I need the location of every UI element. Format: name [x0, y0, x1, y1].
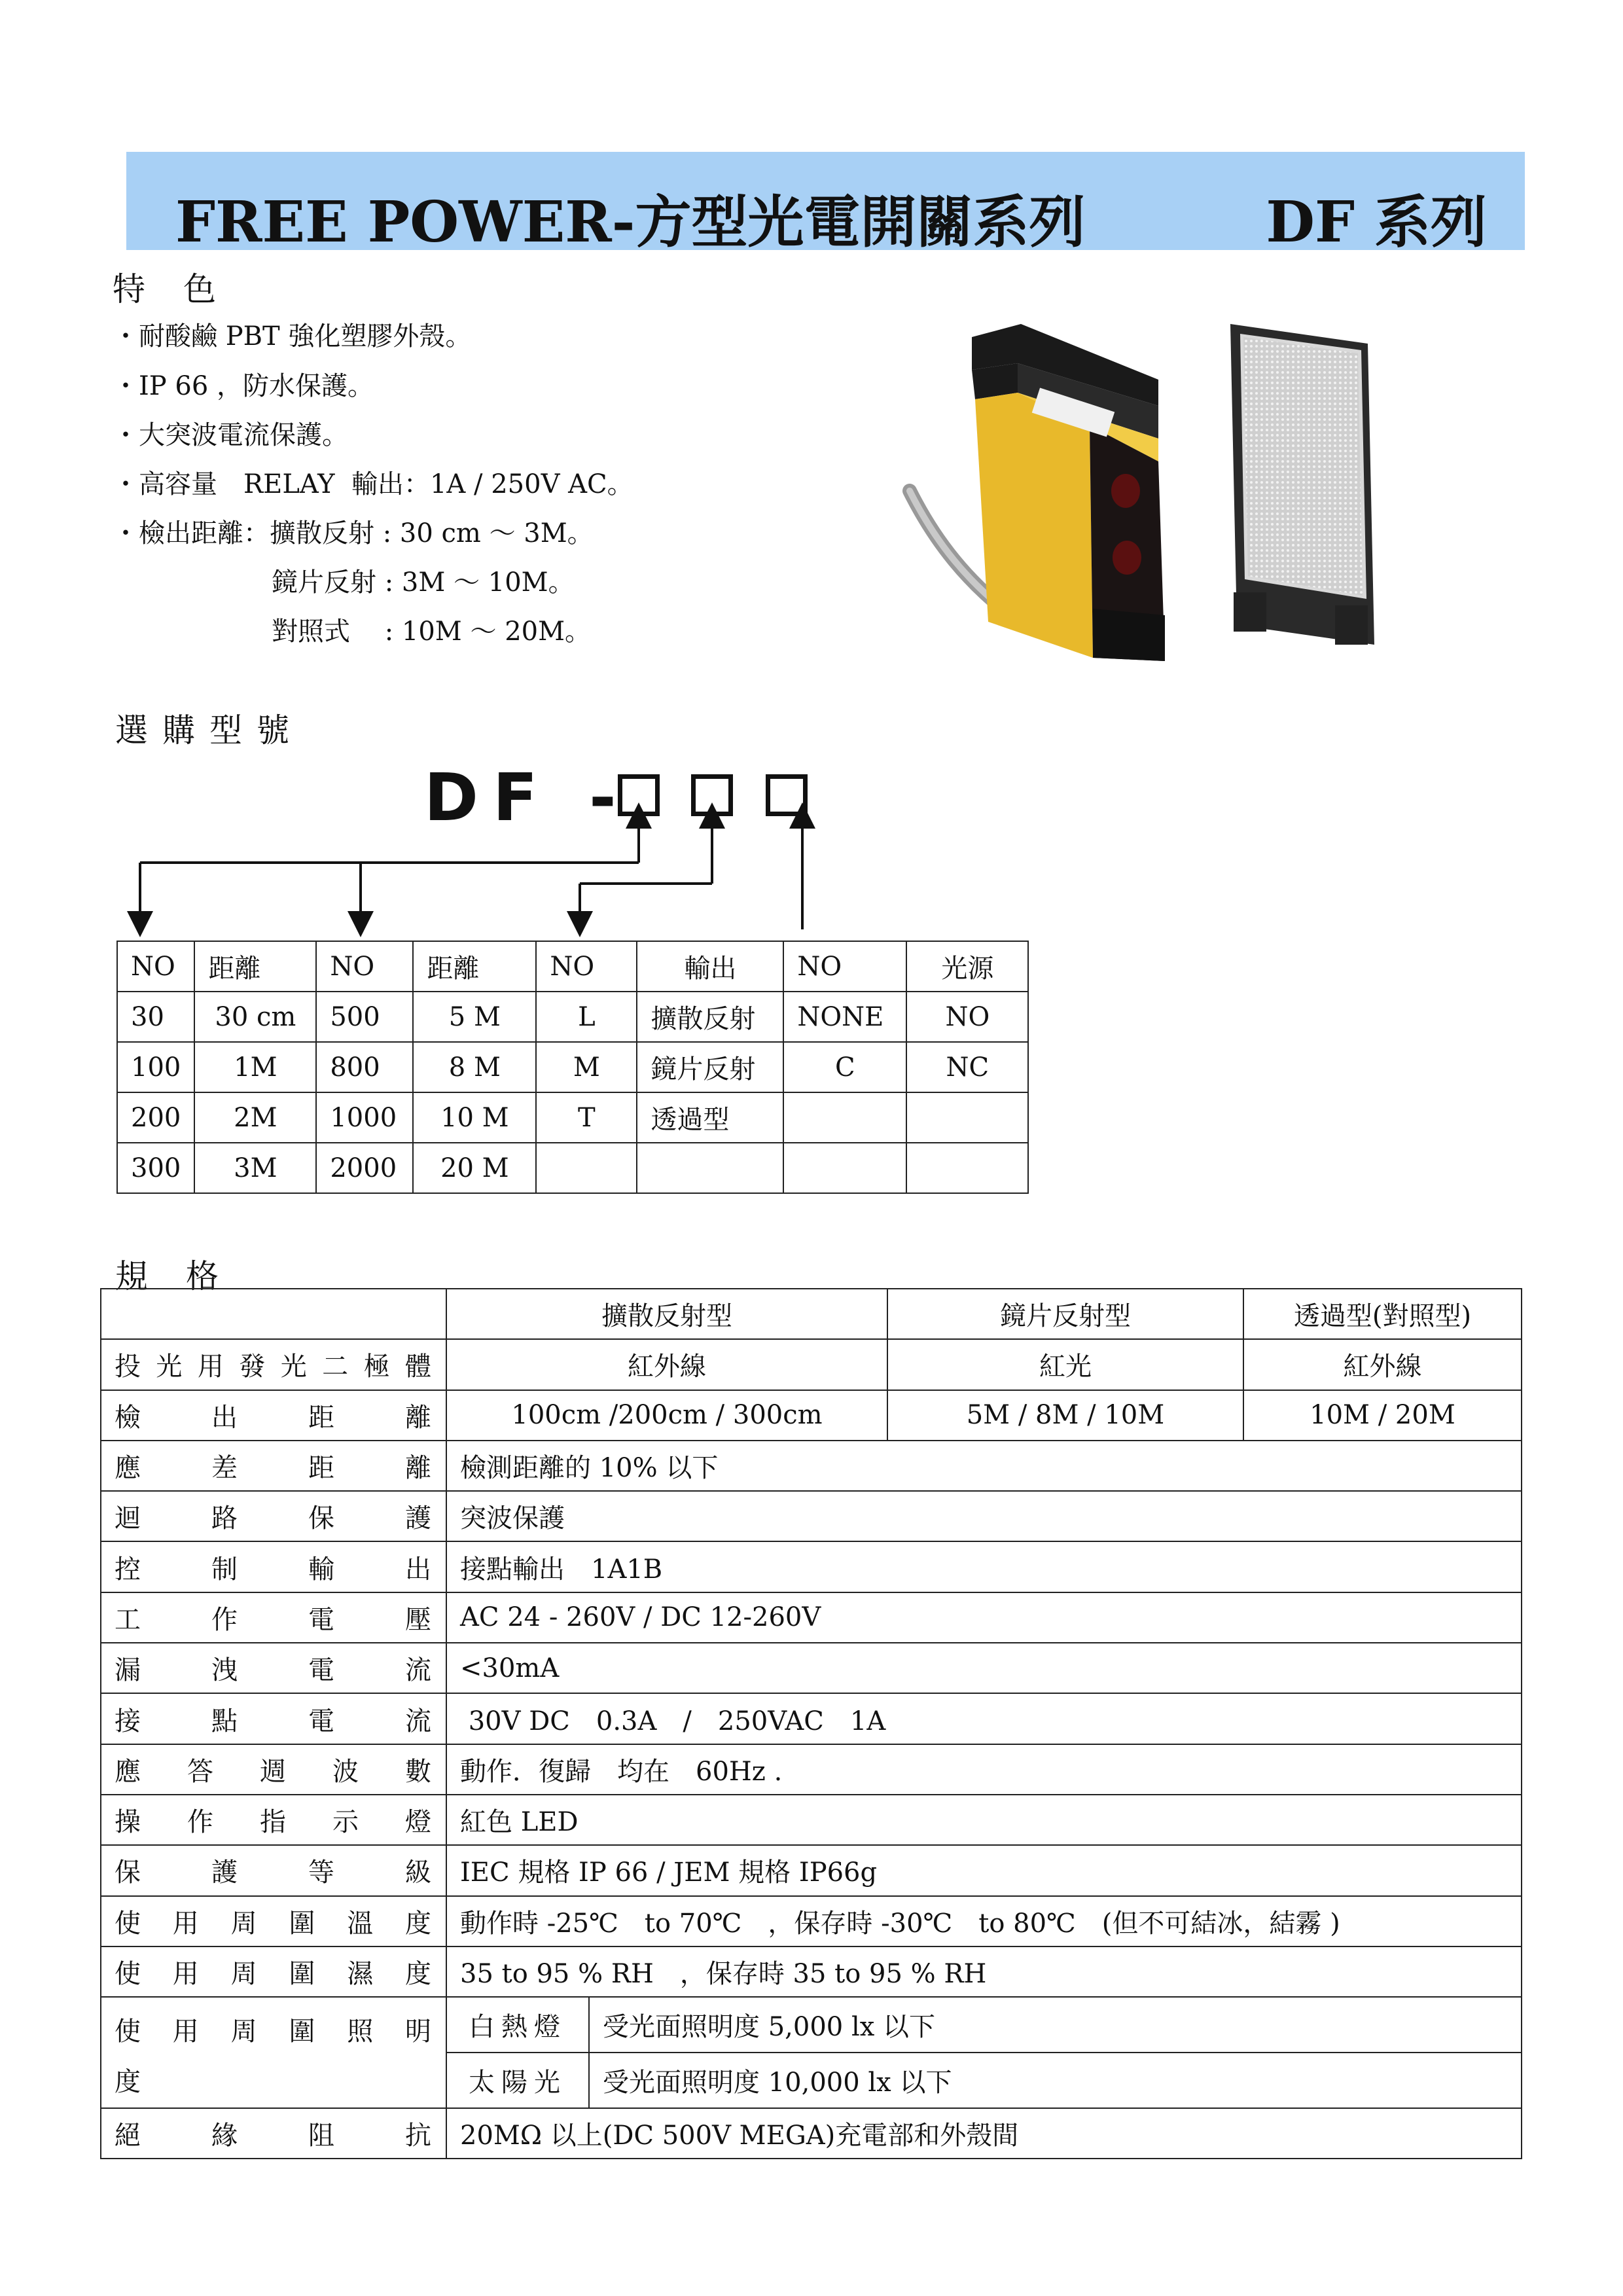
series-title: DF 系列: [1266, 189, 1487, 255]
table-cell: 8 M: [413, 1042, 536, 1092]
features-heading: 特色: [113, 270, 254, 308]
table-cell: 100: [117, 1042, 194, 1092]
table-cell: 受光面照明度 5,000 lx 以下: [589, 1997, 1522, 2053]
table-row: [101, 1339, 1522, 1390]
spec-label: 使用周圍濕度: [101, 1946, 446, 1997]
table-cell: 30: [117, 992, 194, 1042]
table-row: [101, 2108, 1522, 2159]
table-cell: [783, 1143, 906, 1193]
specifications-table: [100, 1288, 1522, 2159]
table-cell: C: [783, 1042, 906, 1092]
table-cell: 鏡片反射型: [887, 1289, 1243, 1339]
spec-label: 接點電流: [101, 1693, 446, 1744]
table-cell: 紅色 LED: [446, 1795, 1522, 1845]
model-code: DF -: [424, 759, 631, 836]
table-row: [101, 1744, 1522, 1795]
spec-label: 應差距離: [101, 1441, 446, 1491]
table-row: [101, 1946, 1522, 1997]
table-cell: 動作時 -25℃ to 70℃ ，保存時 -30℃ to 80℃ (但不可結冰，結霧 ): [446, 1896, 1522, 1946]
table-cell: [637, 1143, 783, 1193]
table-row: [101, 1541, 1522, 1592]
table-cell: 20 M: [413, 1143, 536, 1193]
table-cell: 3M: [194, 1143, 316, 1193]
table-row: [117, 1143, 1028, 1193]
spec-label: 絕緣阻抗: [101, 2108, 446, 2159]
table-cell: 500: [316, 992, 413, 1042]
table-cell: NO: [536, 941, 637, 992]
table-cell: 擴散反射: [637, 992, 783, 1042]
table-cell: 紅外線: [1243, 1339, 1522, 1390]
table-cell: 距離: [413, 941, 536, 992]
spec-label-line: 使用周圍照明: [115, 2017, 433, 2047]
table-cell: 突波保護: [446, 1491, 1522, 1541]
table-row: [101, 1693, 1522, 1744]
table-cell: NONE: [783, 992, 906, 1042]
table-cell: 光源: [906, 941, 1028, 992]
page-title: FREE POWER-方型光電開關系列: [175, 189, 1086, 255]
sensor-product-image: [897, 308, 1204, 681]
table-cell: 距離: [194, 941, 316, 992]
table-cell: 10M / 20M: [1243, 1390, 1522, 1441]
feature-item: ・耐酸鹼 PBT 強化塑膠外殼。: [113, 321, 472, 351]
table-row: [101, 1390, 1522, 1441]
spec-label: 檢出距離: [101, 1390, 446, 1441]
table-row: [101, 1896, 1522, 1946]
table-header-row: [117, 941, 1028, 992]
title-banner: [126, 152, 1525, 255]
table-cell: 透過型: [637, 1092, 783, 1143]
table-cell: AC 24 - 260V / DC 12-260V: [446, 1592, 1522, 1643]
table-cell: 太陽光: [446, 2053, 589, 2108]
table-cell: 30V DC 0.3A / 250VAC 1A: [446, 1693, 1522, 1744]
spec-label: 保護等級: [101, 1845, 446, 1895]
table-cell: 鏡片反射: [637, 1042, 783, 1092]
table-cell: M: [536, 1042, 637, 1092]
table-cell: 10 M: [413, 1092, 536, 1143]
table-cell: 1000: [316, 1092, 413, 1143]
table-cell: 紅外線: [446, 1339, 887, 1390]
feature-item: ・高容量 RELAY 輸出：1A / 250V AC。: [113, 469, 633, 499]
reflector-product-image: [1217, 317, 1387, 658]
table-cell: 白熱燈: [446, 1997, 589, 2053]
table-row: [101, 1997, 1522, 2053]
spec-label: 漏洩電流: [101, 1643, 446, 1693]
table-row: [101, 1592, 1522, 1643]
table-cell: NO: [783, 941, 906, 992]
spec-label: 控制輸出: [101, 1541, 446, 1592]
table-cell: L: [536, 992, 637, 1042]
table-cell: 接點輸出 1A1B: [446, 1541, 1522, 1592]
table-cell: NO: [316, 941, 413, 992]
model-selection-heading: 選購型號: [115, 711, 304, 749]
table-row: [117, 1092, 1028, 1143]
table-cell: T: [536, 1092, 637, 1143]
code-slot-light-source: [766, 774, 808, 816]
feature-item: ・IP 66 ，防水保護。: [113, 371, 374, 401]
table-cell: 1M: [194, 1042, 316, 1092]
feature-item: 鏡片反射 : 3M ～ 10M。: [272, 567, 575, 598]
spec-label: 迴路保護: [101, 1491, 446, 1541]
spec-label: 工作電壓: [101, 1592, 446, 1643]
table-cell: 800: [316, 1042, 413, 1092]
model-options-table: [116, 941, 1029, 1194]
feature-item: 對照式 : 10M ～ 20M。: [272, 617, 592, 647]
table-cell: 100cm /200cm / 300cm: [446, 1390, 887, 1441]
table-cell: 紅光: [887, 1339, 1243, 1390]
table-cell: 擴散反射型: [446, 1289, 887, 1339]
table-row: [117, 992, 1028, 1042]
spec-label: 應答週波數: [101, 1744, 446, 1795]
table-cell: 受光面照明度 10,000 lx 以下: [589, 2053, 1522, 2108]
table-row: [101, 1491, 1522, 1541]
spec-label: 使用周圍溫度: [101, 1896, 446, 1946]
table-cell: [906, 1092, 1028, 1143]
table-cell: IEC 規格 IP 66 / JEM 規格 IP66g: [446, 1845, 1522, 1895]
table-cell: [536, 1143, 637, 1193]
spec-label: 投光用發光二極體: [101, 1339, 446, 1390]
table-cell: 檢測距離的 10% 以下: [446, 1441, 1522, 1491]
table-cell: 5 M: [413, 992, 536, 1042]
table-cell: 2M: [194, 1092, 316, 1143]
table-row: [101, 1795, 1522, 1845]
table-row: [101, 1441, 1522, 1491]
table-cell: 200: [117, 1092, 194, 1143]
table-cell: 35 to 95 % RH ，保存時 35 to 95 % RH: [446, 1946, 1522, 1997]
specifications-heading: 規格: [115, 1257, 257, 1295]
feature-item: ・大突波電流保護。: [113, 420, 348, 450]
table-row: [101, 1845, 1522, 1895]
spec-label: [101, 1997, 446, 2108]
table-row: [101, 1643, 1522, 1693]
table-cell: 5M / 8M / 10M: [887, 1390, 1243, 1441]
code-slot-output: [691, 774, 733, 816]
table-cell: 2000: [316, 1143, 413, 1193]
table-cell: NO: [906, 992, 1028, 1042]
table-cell: 300: [117, 1143, 194, 1193]
table-cell: NO: [117, 941, 194, 992]
table-cell: [101, 1289, 446, 1339]
table-cell: <30mA: [446, 1643, 1522, 1693]
table-cell: 輸出: [637, 941, 783, 992]
spec-label-line: 度: [115, 2067, 142, 2098]
table-cell: [906, 1143, 1028, 1193]
table-cell: 動作．復歸 均在 60Hz .: [446, 1744, 1522, 1795]
table-cell: NC: [906, 1042, 1028, 1092]
table-cell: 20MΩ 以上(DC 500V MEGA)充電部和外殼間: [446, 2108, 1522, 2159]
table-cell: 30 cm: [194, 992, 316, 1042]
table-cell: 透過型(對照型): [1243, 1289, 1522, 1339]
table-header-row: [101, 1289, 1522, 1339]
spec-label: 操作指示燈: [101, 1795, 446, 1845]
table-cell: [783, 1092, 906, 1143]
code-slot-distance: [618, 774, 660, 816]
feature-item: ・檢出距離：擴散反射 : 30 cm ～ 3M。: [113, 518, 594, 548]
table-row: [117, 1042, 1028, 1092]
